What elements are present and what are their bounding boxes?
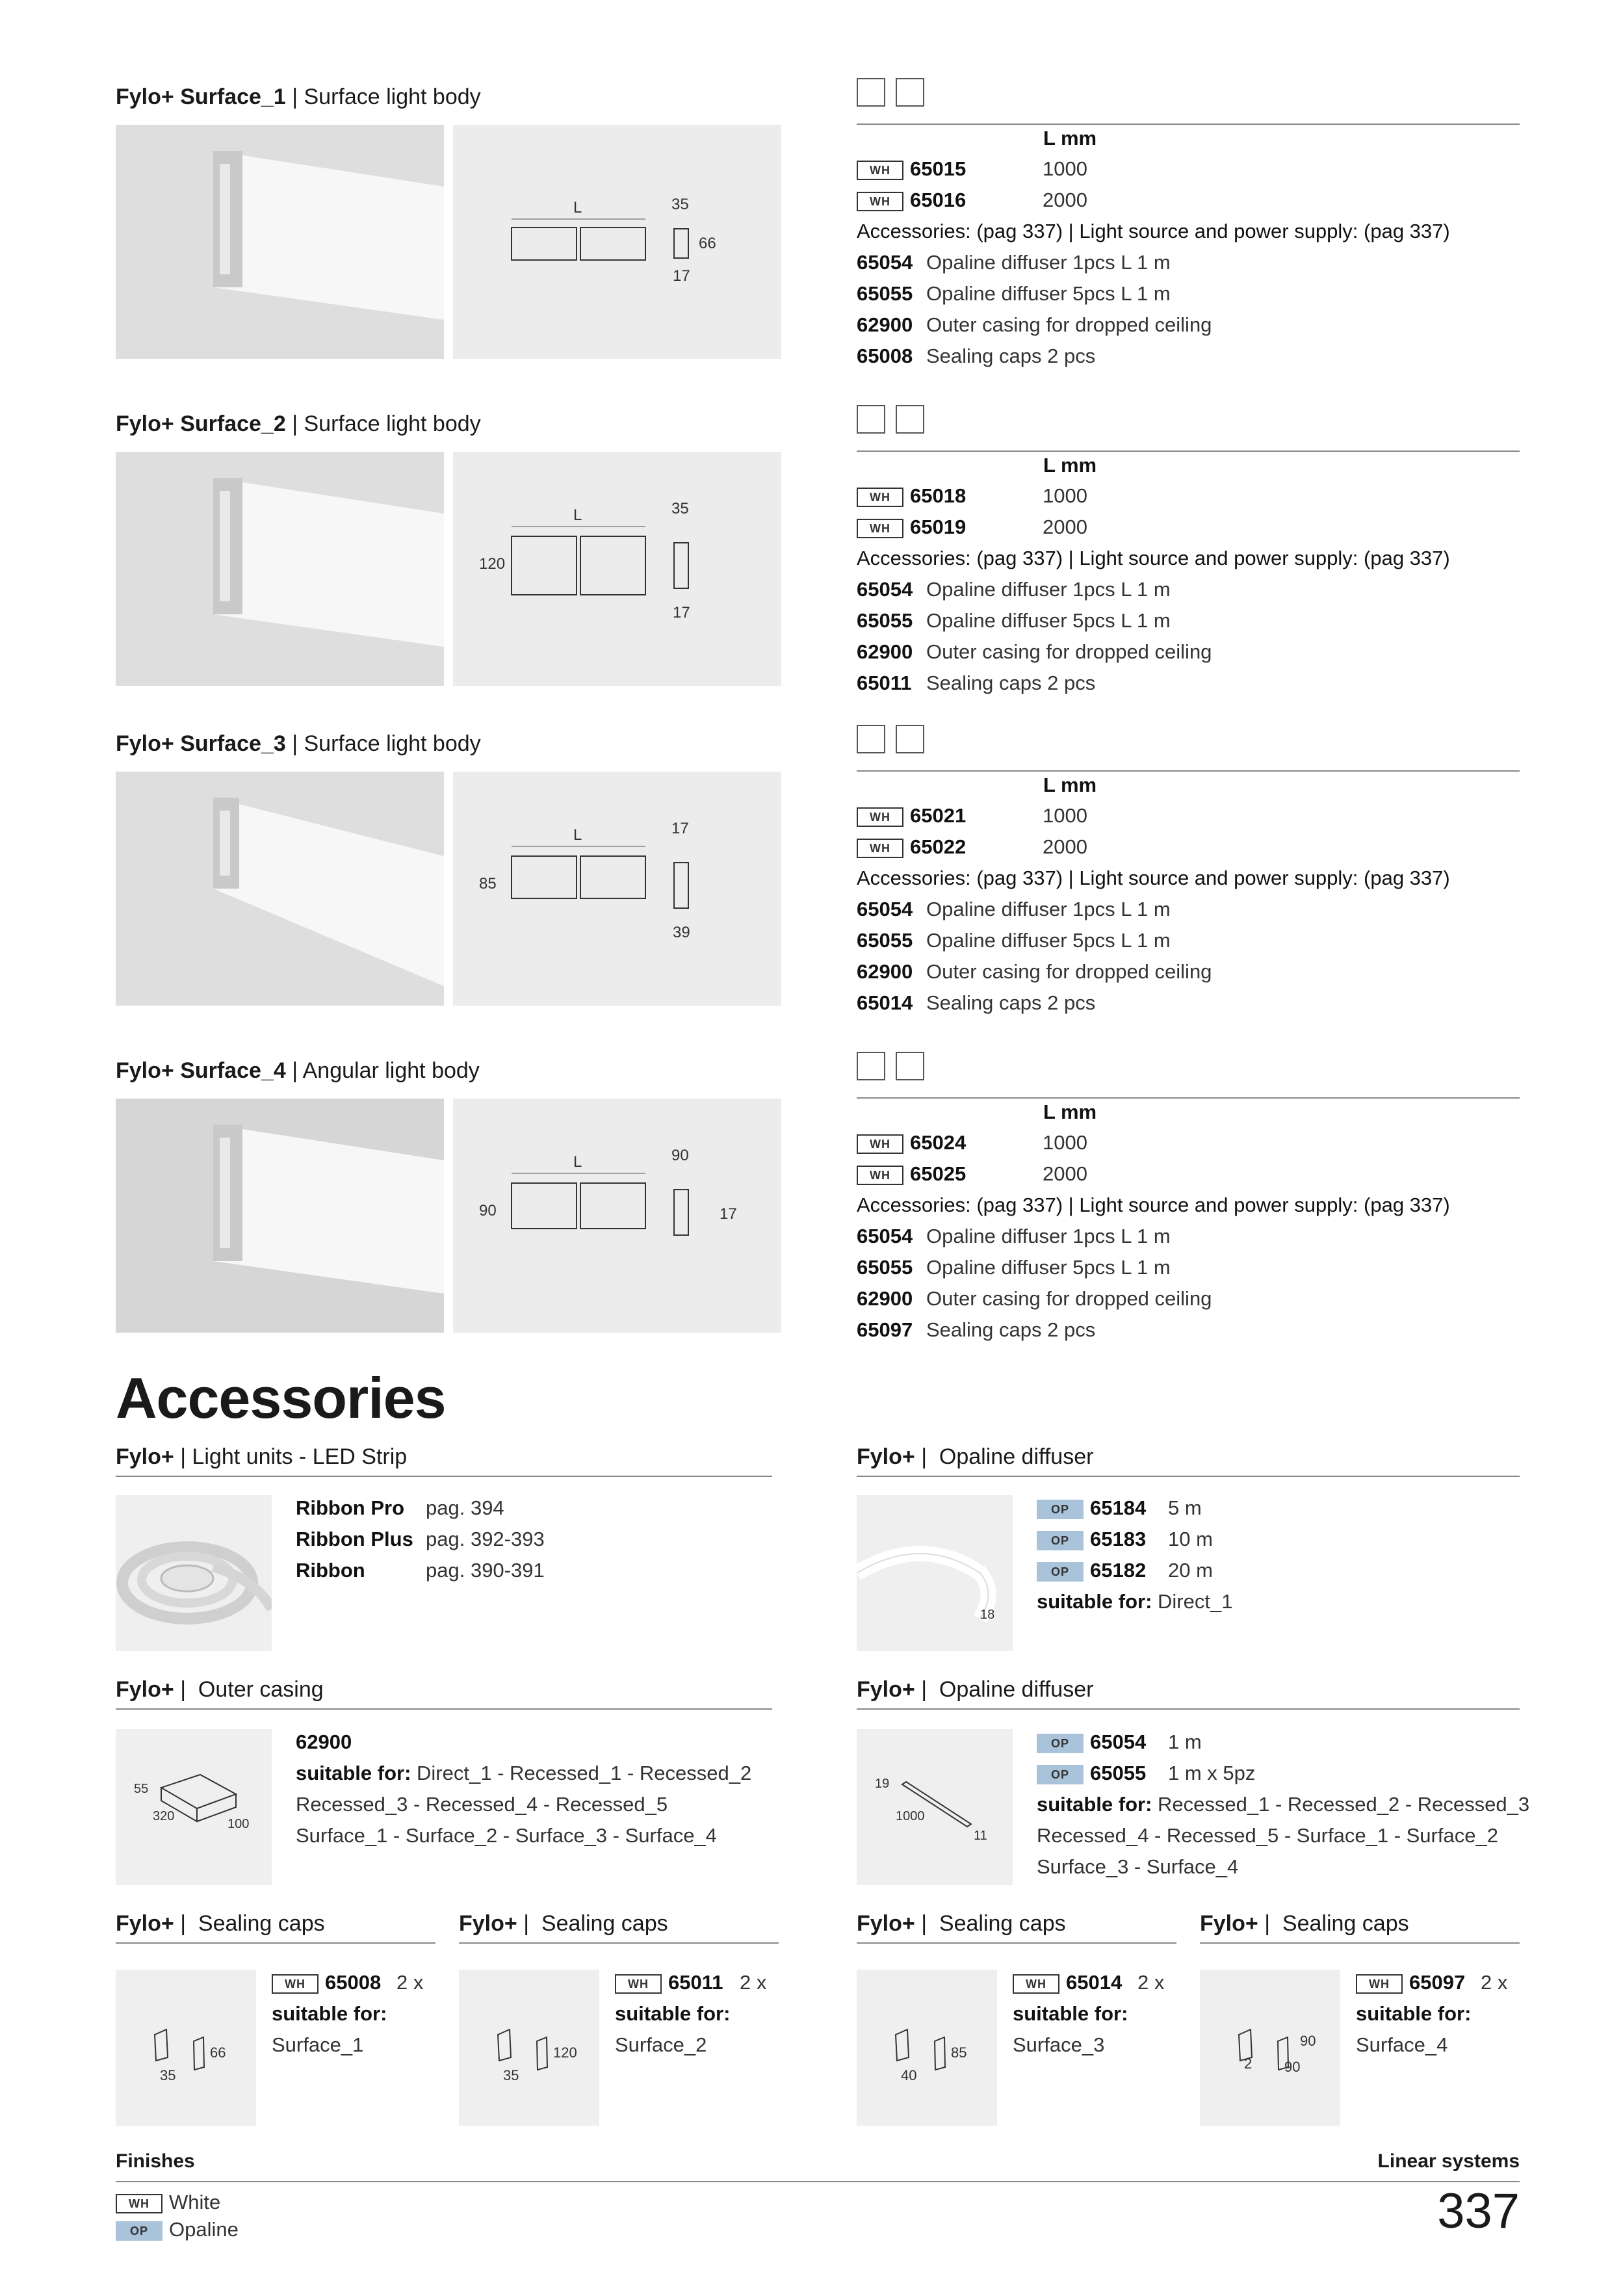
product-variant: WH 65021 1000 [857, 804, 1087, 828]
svg-text:17: 17 [720, 1205, 737, 1223]
svg-text:17: 17 [673, 604, 690, 621]
accessory-row: 65054 Opaline diffuser 1pcs L 1 m [857, 898, 1171, 920]
accessories-line: Accessories: (pag 337) | Light source and power supply: (pag 337) [857, 220, 1450, 242]
diffuser1-row-3: OP 65182 20 m [1037, 1559, 1213, 1582]
product-drawing [453, 452, 781, 686]
diffuser1-suitable: suitable for: Direct_1 [1037, 1590, 1233, 1613]
product-variant: WH 65018 1000 [857, 484, 1087, 508]
accessory-row: 65055 Opaline diffuser 5pcs L 1 m [857, 282, 1171, 305]
svg-text:2: 2 [1244, 2055, 1253, 2072]
svg-text:1000: 1000 [896, 1809, 925, 1823]
caps-code-row: WH 65097 2 x [1356, 1971, 1507, 1994]
product-drawing [453, 1099, 781, 1333]
diffuser1-photo [857, 1495, 1013, 1651]
caps-suitable: Surface_2 [615, 2033, 707, 2056]
casing-suitable-1: suitable for: Direct_1 - Recessed_1 - Recessed_2 [296, 1762, 752, 1784]
product-variant: WH 65022 2000 [857, 835, 1087, 859]
svg-text:L: L [573, 1153, 582, 1171]
accessories-line: Accessories: (pag 337) | Light source and power supply: (pag 337) [857, 1194, 1450, 1216]
led-strip-title: Fylo+ | Light units - LED Strip [116, 1444, 408, 1469]
casing-suitable-2: Recessed_3 - Recessed_4 - Recessed_5 [296, 1793, 668, 1816]
led-strip-photo [116, 1495, 272, 1651]
caps-suitable: Surface_4 [1356, 2033, 1448, 2056]
svg-text:90: 90 [1300, 2033, 1316, 2049]
caps-suitable: Surface_3 [1013, 2033, 1105, 2056]
caps-code-row: WH 65008 2 x [272, 1971, 423, 1994]
product-photo [116, 772, 444, 1006]
product-title: Fylo+ Surface_3 | Surface light body [116, 731, 481, 756]
svg-text:90: 90 [479, 1202, 497, 1220]
svg-text:19: 19 [875, 1777, 890, 1791]
accessory-row: 65011 Sealing caps 2 pcs [857, 672, 1096, 694]
svg-text:40: 40 [901, 2067, 917, 2083]
lmm-header: L mm [1043, 774, 1097, 796]
accessories-line: Accessories: (pag 337) | Light source and power supply: (pag 337) [857, 867, 1450, 889]
svg-text:120: 120 [553, 2044, 577, 2061]
caps-suitable-label: suitable for: [1356, 2002, 1472, 2025]
page-number: 337 [1437, 2184, 1520, 2239]
finish-op: OP Opaline [116, 2218, 239, 2241]
finishes-label: Finishes [116, 2150, 195, 2172]
svg-text:35: 35 [671, 196, 689, 213]
svg-text:35: 35 [671, 500, 689, 517]
product-photo [116, 1099, 444, 1333]
product-drawing [453, 125, 781, 359]
caps-code-row: WH 65014 2 x [1013, 1971, 1164, 1994]
product-title: Fylo+ Surface_2 | Surface light body [116, 411, 481, 436]
caps-drawing [116, 1970, 256, 2126]
svg-text:11: 11 [974, 1829, 987, 1843]
finish-wh: WH White [116, 2191, 220, 2214]
accessory-row: 65054 Opaline diffuser 1pcs L 1 m [857, 1225, 1171, 1247]
caps-drawing [459, 1970, 599, 2126]
product-variant: WH 65016 2000 [857, 189, 1087, 212]
diffuser2-drawing [857, 1729, 1013, 1885]
accessory-row: 65008 Sealing caps 2 pcs [857, 345, 1096, 367]
led-row-3: Ribbon pag. 390-391 [296, 1559, 545, 1582]
section-name: Linear systems [1377, 2150, 1520, 2172]
casing-title: Fylo+ | Outer casing [116, 1677, 324, 1702]
accessory-row: 62900 Outer casing for dropped ceiling [857, 1287, 1212, 1310]
caps-title: Fylo+ | Sealing caps [1200, 1911, 1409, 1936]
caps-drawing [1200, 1970, 1340, 2126]
svg-text:L: L [573, 826, 582, 844]
svg-text:55: 55 [134, 1782, 149, 1796]
diffuser2-title: Fylo+ | Opaline diffuser [857, 1677, 1094, 1702]
accessory-row: 65055 Opaline diffuser 5pcs L 1 m [857, 929, 1171, 952]
svg-text:17: 17 [673, 267, 690, 285]
diffuser2-suitable-1: suitable for: Recessed_1 - Recessed_2 - Recessed_3 [1037, 1793, 1530, 1816]
svg-text:17: 17 [671, 820, 689, 837]
diffuser2-row-1: OP 65054 1 m [1037, 1730, 1202, 1754]
led-row-1: Ribbon Pro pag. 394 [296, 1496, 504, 1519]
svg-text:100: 100 [227, 1817, 250, 1831]
ceiling-mount-icon [896, 1052, 924, 1080]
product-variant: WH 65024 1000 [857, 1131, 1087, 1155]
caps-suitable-label: suitable for: [272, 2002, 387, 2025]
product-drawing [453, 772, 781, 1006]
product-variant: WH 65019 2000 [857, 515, 1087, 539]
caps-drawing [857, 1970, 997, 2126]
diffuser1-dim: 18 [980, 1608, 995, 1622]
mount-surface-icon [857, 725, 885, 753]
svg-text:90: 90 [1284, 2059, 1301, 2075]
diffuser2-row-2: OP 65055 1 m x 5pz [1037, 1762, 1255, 1785]
svg-text:L: L [573, 506, 582, 524]
svg-text:66: 66 [699, 235, 716, 252]
diffuser2-suitable-3: Surface_3 - Surface_4 [1037, 1855, 1239, 1878]
lmm-header: L mm [1043, 127, 1097, 150]
svg-text:120: 120 [479, 555, 506, 573]
lmm-header: L mm [1043, 454, 1097, 476]
accessories-line: Accessories: (pag 337) | Light source and power supply: (pag 337) [857, 547, 1450, 569]
diffuser1-row-1: OP 65184 5 m [1037, 1496, 1202, 1520]
mount-surface-icon [857, 1052, 885, 1080]
accessory-row: 65054 Opaline diffuser 1pcs L 1 m [857, 251, 1171, 274]
diffuser1-row-2: OP 65183 10 m [1037, 1528, 1213, 1551]
svg-text:85: 85 [479, 875, 497, 893]
svg-text:L: L [573, 199, 582, 216]
product-title: Fylo+ Surface_1 | Surface light body [116, 85, 481, 109]
product-photo [116, 452, 444, 686]
ceiling-mount-icon [896, 725, 924, 753]
product-variant: WH 65025 2000 [857, 1162, 1087, 1186]
svg-text:35: 35 [160, 2067, 176, 2083]
caps-title: Fylo+ | Sealing caps [857, 1911, 1066, 1936]
accessory-row: 65097 Sealing caps 2 pcs [857, 1318, 1096, 1341]
svg-text:320: 320 [153, 1809, 175, 1823]
led-row-2: Ribbon Plus pag. 392-393 [296, 1528, 545, 1550]
ceiling-mount-icon [896, 405, 924, 434]
caps-title: Fylo+ | Sealing caps [459, 1911, 668, 1936]
product-photo [116, 125, 444, 359]
svg-text:35: 35 [503, 2067, 519, 2083]
product-title: Fylo+ Surface_4 | Angular light body [116, 1058, 480, 1083]
accessory-row: 62900 Outer casing for dropped ceiling [857, 960, 1212, 983]
casing-suitable-3: Surface_1 - Surface_2 - Surface_3 - Surface_4 [296, 1824, 717, 1847]
accessories-heading: Accessories [116, 1366, 446, 1430]
accessory-row: 65014 Sealing caps 2 pcs [857, 991, 1096, 1014]
diffuser1-title: Fylo+ | Opaline diffuser [857, 1444, 1094, 1469]
caps-suitable: Surface_1 [272, 2033, 364, 2056]
accessory-row: 62900 Outer casing for dropped ceiling [857, 640, 1212, 663]
svg-text:85: 85 [951, 2044, 967, 2061]
accessory-row: 65055 Opaline diffuser 5pcs L 1 m [857, 609, 1171, 632]
caps-suitable-label: suitable for: [615, 2002, 731, 2025]
diffuser2-suitable-2: Recessed_4 - Recessed_5 - Surface_1 - Surface_2 [1037, 1824, 1498, 1847]
svg-text:90: 90 [671, 1147, 689, 1164]
accessory-row: 62900 Outer casing for dropped ceiling [857, 313, 1212, 336]
ceiling-mount-icon [896, 78, 924, 107]
lmm-header: L mm [1043, 1101, 1097, 1123]
caps-suitable-label: suitable for: [1013, 2002, 1128, 2025]
svg-text:39: 39 [673, 924, 690, 941]
casing-code: 62900 [296, 1730, 352, 1753]
product-variant: WH 65015 1000 [857, 157, 1087, 181]
accessory-row: 65055 Opaline diffuser 5pcs L 1 m [857, 1256, 1171, 1279]
casing-drawing [116, 1729, 272, 1885]
caps-title: Fylo+ | Sealing caps [116, 1911, 325, 1936]
mount-surface-icon [857, 405, 885, 434]
svg-text:66: 66 [210, 2044, 226, 2061]
accessory-row: 65054 Opaline diffuser 1pcs L 1 m [857, 578, 1171, 601]
caps-code-row: WH 65011 2 x [615, 1971, 766, 1994]
mount-surface-icon [857, 78, 885, 107]
